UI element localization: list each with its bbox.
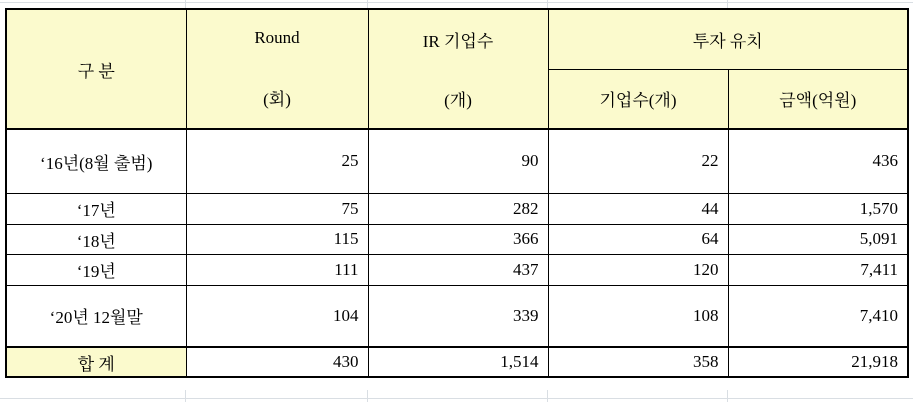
- gridline-col4-top: [727, 0, 728, 8]
- cell-ir: 90: [368, 129, 548, 193]
- cell-round-total: 430: [186, 347, 368, 377]
- total-label: 합 계: [6, 347, 186, 377]
- header-investment-companies: [548, 69, 728, 129]
- gridline-top: [0, 2, 913, 3]
- table-row-total: [6, 347, 908, 377]
- cell-ir: 339: [368, 285, 548, 347]
- row-label: ‘20년 12월말: [6, 285, 186, 347]
- cell-invest-companies: 22: [548, 129, 728, 193]
- gridline-col1-top: [185, 0, 186, 8]
- cell-invest-companies: 64: [548, 224, 728, 254]
- row-label: ‘17년: [6, 193, 186, 224]
- header-round: [186, 9, 368, 129]
- cell-round: 111: [186, 254, 368, 285]
- gridline-col1-bottom: [185, 390, 186, 402]
- table-row-2020: [6, 285, 908, 347]
- header-investment-amount-label: 금액(억원): [779, 91, 857, 111]
- row-label: ‘19년: [6, 254, 186, 285]
- gridline-bottom: [0, 398, 913, 399]
- header-investment-amount: [728, 69, 908, 129]
- cell-invest-companies: 120: [548, 254, 728, 285]
- header-round-title: Round: [254, 28, 300, 48]
- table-row-2019: [6, 254, 908, 285]
- table-row-2018: [6, 224, 908, 254]
- table-row-2016: [6, 129, 908, 193]
- gridline-col4-bottom: [727, 390, 728, 402]
- cell-invest-amount: 7,410: [728, 285, 908, 347]
- cell-round: 75: [186, 193, 368, 224]
- header-category: [6, 9, 186, 129]
- cell-invest-amount: 1,570: [728, 193, 908, 224]
- cell-round: 104: [186, 285, 368, 347]
- cell-invest-amount: 5,091: [728, 224, 908, 254]
- header-ir-unit: (개): [444, 91, 472, 110]
- gridline-col2-bottom: [367, 390, 368, 402]
- cell-invest-amount: 7,411: [728, 254, 908, 285]
- cell-invest-companies: 44: [548, 193, 728, 224]
- investment-summary-table: [5, 8, 909, 378]
- header-category-label: 구 분: [77, 61, 115, 81]
- cell-ir-total: 1,514: [368, 347, 548, 377]
- cell-invest-companies-total: 358: [548, 347, 728, 377]
- cell-ir: 282: [368, 193, 548, 224]
- cell-ir: 437: [368, 254, 548, 285]
- gridline-col3-bottom: [547, 390, 548, 402]
- cell-round: 115: [186, 224, 368, 254]
- header-ir-title: IR 기업수: [422, 32, 494, 51]
- cell-invest-amount: 436: [728, 129, 908, 193]
- header-investment-group-label: 투자 유치: [692, 31, 763, 51]
- gridline-col3-top: [547, 0, 548, 8]
- row-label: ‘16년(8월 출범): [6, 129, 186, 193]
- header-investment-companies-label: 기업수(개): [599, 91, 677, 111]
- header-investment-group: [548, 9, 908, 69]
- row-label: ‘18년: [6, 224, 186, 254]
- gridline-col2-top: [367, 0, 368, 8]
- cell-invest-amount-total: 21,918: [728, 347, 908, 377]
- cell-invest-companies: 108: [548, 285, 728, 347]
- header-ir-companies: [368, 9, 548, 129]
- header-round-unit: (회): [263, 89, 291, 109]
- cell-ir: 366: [368, 224, 548, 254]
- table-row-2017: [6, 193, 908, 224]
- cell-round: 25: [186, 129, 368, 193]
